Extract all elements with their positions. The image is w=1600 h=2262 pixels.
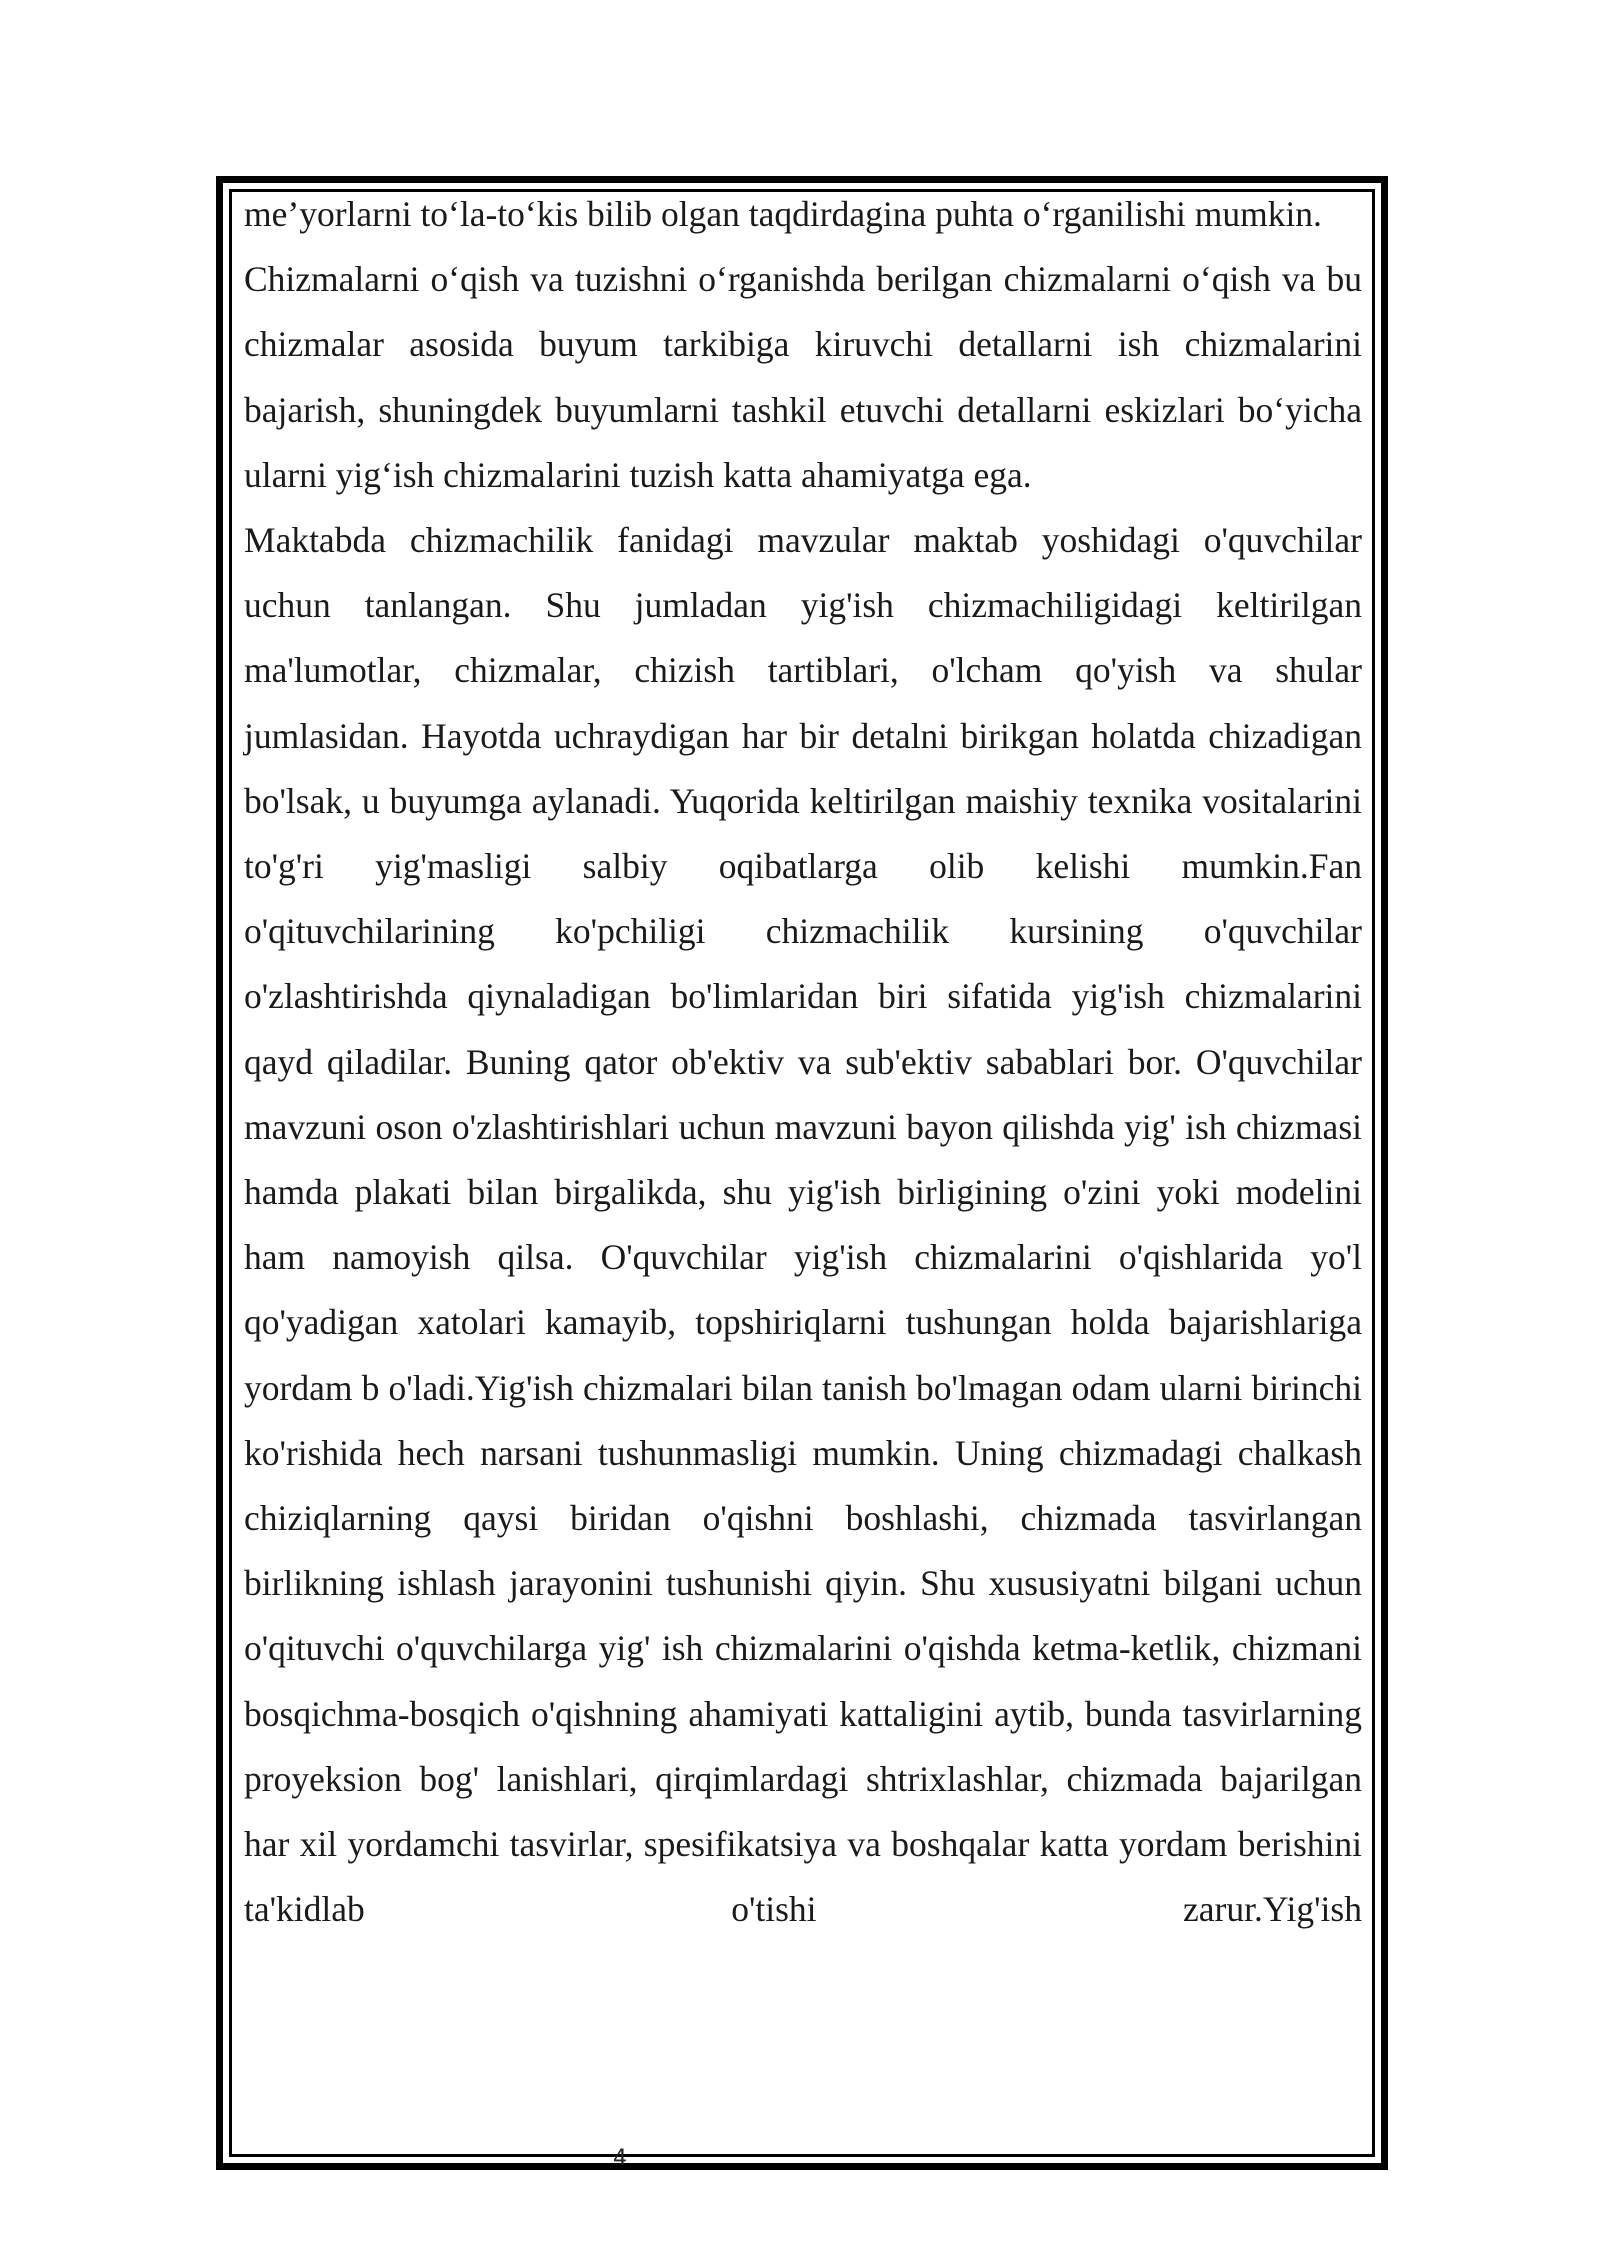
page-number: 4 <box>613 2146 627 2171</box>
paragraph-3: Maktabda chizmachilik fanidagi mavzular maktab yoshidagi o'quvchilar uchun tanlangan. Shu jumladan yig'ish chizmachiligidagi keltirilgan ma'lumotlar, chizmalar, chizish tartiblari, o'lcham qo'yish va shular jumlasidan. Hayotda uchraydigan har bir detalni birikgan holatda chizadigan bo'lsak, u buyumga aylanadi. Yuqorida keltirilgan maishiy texnika vositalarini to'g'ri yig'masligi salbiy oqibatlarga olib kelishi mumkin.Fan o'qituvchilarining ko'pchiligi chizmachilik kursining o'quvchilar o'zlashtirishda qiynaladigan bo'limlaridan biri sifatida yig'ish chizmalarini qayd qiladilar. Buning qator ob'ektiv va sub'ektiv sabablari bor. O'quvchilar mavzuni oson o'zlashtirishlari uchun mavzuni bayon qilishda yig' ish chizmasi hamda plakati bilan birgalikda, shu yig'ish birligining o'zini yoki modelini ham namoyish qilsa. O'quvchilar yig'ish chizmalarini o'qishlarida yo'l qo'yadigan xatolari kamayib, topshiriqlarni tushungan holda bajarishlariga yordam b o'ladi.Yig'ish chizmalari bilan tanish bo'lmagan odam ularni birinchi ko'rishida hech narsani tushunmasligi mumkin. Uning chizmadagi chalkash chiziqlarning qaysi biridan o'qishni boshlashi, chizmada tasvirlangan birlikning ishlash jarayonini tushunishi qiyin. Shu xususiyatni bilgani uchun o'qituvchi o'quvchilarga yig' ish chizmalarini o'qishda ketma-ketlik, chizmani bosqichma-bosqich o'qishning ahamiyati kattaligini aytib, bunda tasvirlarning proyeksion bog' lanishlari, qirqimlardagi shtrixlashlar, chizmada bajarilgan har xil yordamchi tasvirlar, spesifikatsiya va boshqalar katta yordam berishini ta'kidlab o'tishi zarur.Yig'ish <box>244 520 1362 1930</box>
paragraph-2: Chizmalarni o‘qish va tuzishni o‘rganishda berilgan chizmalarni o‘qish va bu chizmalar asosida buyum tarkibiga kiruvchi detallarni ish chizmalarini bajarish, shuningdek buyumlarni tashkil etuvchi detallarni eskizlari bo‘yicha ularni yig‘ish chizmalarini tuzish katta ahamiyatga ega. <box>244 259 1362 495</box>
body-text <box>244 182 1362 1942</box>
paragraph-1: me’yorlarni to‘la-to‘kis bilib olgan taqdirdagina puhta o‘rganilishi mumkin. <box>244 194 1322 234</box>
